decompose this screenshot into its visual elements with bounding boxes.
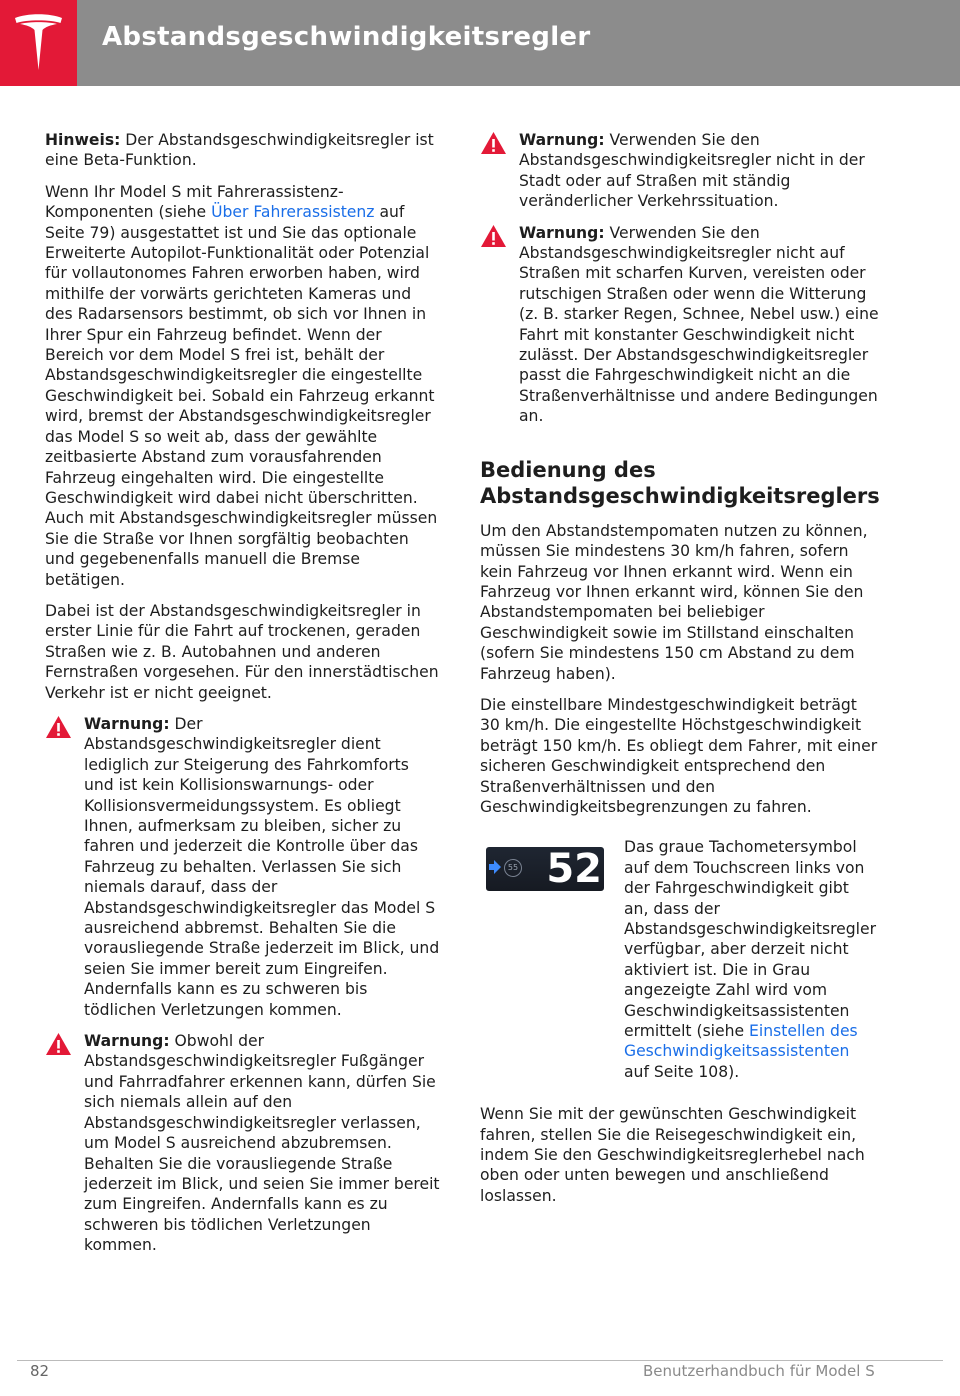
intro-text-1: Wenn Ihr Model S mit Fahrerassistenz-Komponenten (siehe: [45, 182, 344, 222]
section-heading: Bedienung des Abstandsgeschwindigkeitsreglers: [480, 457, 880, 508]
warning-text: Verwenden Sie den Abstandsgeschwindigkeitsregler nicht auf Straßen mit scharfen Kurven, vereisten oder rutschigen Straßen oder wenn die Witterung (z. B. starker Regen, Schnee, Nebel usw.) eine Fahrt mit konstanter Geschwindigkeit nicht zulässt. Der Abstandsgeschwindigkeitsregler passt die Fahrgeschwindigkeit nicht an die Straßenverhältnisse und andere Bedingungen an.: [519, 223, 879, 426]
warning-label: Warnung:: [519, 223, 605, 242]
footer-title: Benutzerhandbuch für Model S: [643, 1362, 875, 1380]
speedometer-figure: [480, 837, 880, 1082]
cruise-arrow-icon: [488, 859, 502, 875]
footer-divider: [17, 1360, 943, 1361]
min-speed-paragraph: Um den Abstandstempomaten nutzen zu können, müssen Sie mindestens 30 km/h fahren, sofern kein Fahrzeug vor Ihnen erkannt wird. Wenn ein Fahrzeug vor Ihnen erkannt wird, können Sie den Abstandstempomaten bei beliebiger Geschwindigkeit sowie im Stillstand einschalten (sofern Sie mindestens 150 cm Abstand zu dem Fahrzeug haben).: [480, 521, 868, 683]
warning-text: Der Abstandsgeschwindigkeitsregler dient lediglich zur Steigerung des Fahrkomforts und ist kein Kollisionswarnungs- oder Kollisionsvermeidungssystem. Es obliegt Ihnen, aufmerksam zu bleiben, sicher zu fahren und jederzeit die Kontrolle über das Fahrzeug zu behalten. Verlassen Sie sich niemals darauf, dass der Abstandsgeschwindigkeitsregler das Model S ausreichend abbremst. Behalten Sie die vorausliegende Straße jederzeit im Blick, und seien Sie immer bereit zum Eingreifen. Andernfalls kann es zu schweren bis tödlichen Verletzungen kommen.: [84, 714, 440, 1019]
page-number: 82: [30, 1362, 50, 1380]
speedometer-description: [624, 837, 874, 1082]
speedometer-text-1: Das graue Tachometersymbol auf dem Touchscreen links von der Fahrgeschwindigkeit gibt an, dass der Abstandsgeschwindigkeitsregler verfügbar, aber derzeit nicht aktiviert ist. Die in Grau angezeigte Zahl wird vom Geschwindigkeitsassistenten ermittelt (siehe: [624, 838, 876, 1041]
current-speed: 52: [546, 847, 602, 892]
warning-text: Obwohl der Abstandsgeschwindigkeitsregler Fußgänger und Fahrradfahrer erkennen kann, dürfen Sie sich niemals allein auf den Abstandsgeschwindigkeitsregler verlassen, um Model S ausreichend abzubremsen. Behalten Sie die vorausliegende Straße jederzeit im Blick, und seien Sie immer bereit zum Eingreifen. Andernfalls kann es zu schweren bis tödlichen Verletzungen kommen.: [84, 1032, 440, 1255]
warning-label: Warnung:: [84, 1032, 170, 1051]
note-label: Hinweis:: [45, 131, 121, 149]
tesla-logo: [0, 0, 77, 86]
note-paragraph: [45, 130, 440, 171]
speed-range-paragraph: Die einstellbare Mindestgeschwindigkeit beträgt 30 km/h. Die eingestellte Höchstgeschwindigkeit beträgt 150 km/h. Es obliegt dem Fahrer, mit einer sicheren Geschwindigkeit entsprechend den Straßenverhältnissen und den Geschwindigkeitsbegrenzungen zu fahren.: [480, 695, 878, 816]
speedometer-text-2: auf Seite 108).: [624, 1062, 740, 1081]
page-title: Abstandsgeschwindigkeitsregler: [102, 22, 591, 52]
set-speed-paragraph: Wenn Sie mit der gewünschten Geschwindigkeit fahren, stellen Sie die Reisegeschwindigkeit ein, indem Sie den Geschwindigkeitsreglerhebel nach oben oder unten bewegen und anschließend loslassen.: [480, 1105, 865, 1205]
link-fahrerassistenz[interactable]: Über Fahrerassistenz: [211, 203, 375, 222]
warning-3: [480, 130, 880, 212]
warning-text: Verwenden Sie den Abstandsgeschwindigkeitsregler nicht in der Stadt oder auf Straßen mit ständig veränderlicher Verkehrssituation.: [519, 131, 865, 211]
warning-1: [45, 714, 440, 1020]
warning-4: [480, 223, 880, 427]
warning-2: [45, 1031, 440, 1255]
warning-triangle-icon: [480, 224, 507, 248]
speedometer-image: [486, 847, 604, 891]
intro-paragraph: [45, 182, 440, 590]
usage-paragraph: Dabei ist der Abstandsgeschwindigkeitsregler in erster Linie für die Fahrt auf trockenen, geraden Straßen wie z. B. Autobahnen und anderen Fernstraßen vorgesehen. Für den innerstädtischen Verkehr ist er nicht geeignet.: [45, 601, 439, 702]
left-column: [45, 130, 440, 1267]
intro-text-2: auf Seite 79) ausgestattet ist und Sie das optionale Erweiterte Autopilot-Funktionalität oder Potenzial für vollautonomes Fahren erworben haben, wird mithilfe der vorwärts gerichteten Kameras und des Radarsensors bestimmt, ob sich vor Ihnen in Ihrer Spur ein Fahrzeug befindet. Wenn der Bereich vor dem Model S frei ist, behält der Abstandsgeschwindigkeitsregler die eingestellte Geschwindigkeit bei. Sobald ein Fahrzeug erkannt wird, bremst der Abstandsgeschwindigkeitsregler das Model S so weit ab, dass der gewählte zeitbasierte Abstand zum vorausfahrenden Fahrzeug eingehalten wird. Die eingestellte Geschwindigkeit wird dabei nicht überschritten. Auch mit Abstandsgeschwindigkeitsregler müssen Sie die Straße vor Ihnen sorgfältig beobachten und gegebenenfalls manuell die Bremse betätigen.: [45, 203, 438, 589]
page-header: [0, 0, 960, 86]
link-geschwindigkeitsassistent[interactable]: Einstellen des Geschwindigkeitsassistenten: [624, 1022, 858, 1061]
warning-triangle-icon: [45, 715, 72, 739]
tesla-logo-icon: [13, 14, 64, 72]
warning-label: Warnung:: [519, 131, 605, 149]
warning-triangle-icon: [480, 131, 507, 155]
right-column: [480, 130, 880, 1217]
warning-triangle-icon: [45, 1032, 72, 1056]
note-text: Der Abstandsgeschwindigkeitsregler ist eine Beta-Funktion.: [45, 131, 434, 170]
gray-speedometer-icon: 55: [504, 859, 522, 877]
warning-label: Warnung:: [84, 714, 170, 733]
